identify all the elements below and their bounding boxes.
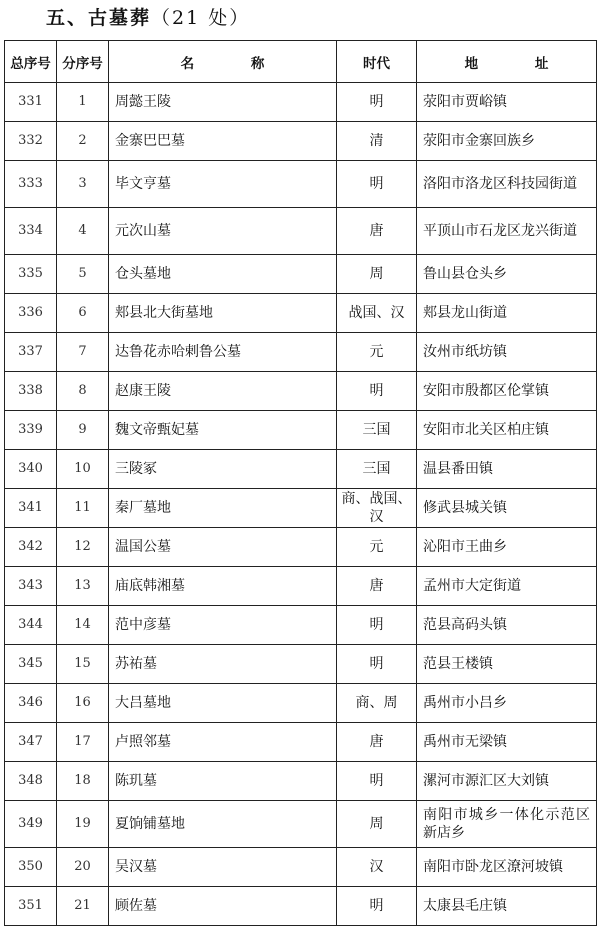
address-cell: 范县王楼镇 (417, 645, 597, 684)
sub-no-cell: 11 (57, 489, 109, 528)
era-cell: 明 (337, 887, 417, 926)
era-cell: 三国 (337, 411, 417, 450)
header-total-no: 总序号 (5, 41, 57, 83)
total-no-cell: 332 (5, 122, 57, 161)
sub-no-cell: 1 (57, 83, 109, 122)
sub-no-cell: 20 (57, 848, 109, 887)
address-cell: 汝州市纸坊镇 (417, 333, 597, 372)
address-cell: 沁阳市王曲乡 (417, 528, 597, 567)
name-cell: 金寨巴巴墓 (109, 122, 337, 161)
sub-no-cell: 6 (57, 294, 109, 333)
sub-no-cell: 15 (57, 645, 109, 684)
name-cell: 郏县北大街墓地 (109, 294, 337, 333)
header-name: 名 称 (109, 41, 337, 83)
sub-no-cell: 13 (57, 567, 109, 606)
address-cell: 太康县毛庄镇 (417, 887, 597, 926)
address-cell: 修武县城关镇 (417, 489, 597, 528)
address-cell: 漯河市源汇区大刘镇 (417, 762, 597, 801)
total-no-cell: 344 (5, 606, 57, 645)
era-cell: 战国、汉 (337, 294, 417, 333)
table-row (5, 489, 597, 528)
sub-no-cell: 16 (57, 684, 109, 723)
address-cell: 禹州市无梁镇 (417, 723, 597, 762)
address-cell: 鲁山县仓头乡 (417, 255, 597, 294)
sub-no-cell: 2 (57, 122, 109, 161)
table-row (5, 255, 597, 294)
name-cell: 秦厂墓地 (109, 489, 337, 528)
sub-no-cell: 5 (57, 255, 109, 294)
era-cell: 唐 (337, 567, 417, 606)
era-cell: 元 (337, 528, 417, 567)
era-cell: 元 (337, 333, 417, 372)
era-cell: 明 (337, 161, 417, 208)
table-header-row (5, 41, 597, 83)
table-row (5, 450, 597, 489)
total-no-cell: 346 (5, 684, 57, 723)
table-row (5, 567, 597, 606)
era-cell: 三国 (337, 450, 417, 489)
sub-no-cell: 18 (57, 762, 109, 801)
name-cell: 夏饷铺墓地 (109, 801, 337, 848)
era-cell: 清 (337, 122, 417, 161)
name-cell: 温国公墓 (109, 528, 337, 567)
address-cell: 南阳市城乡一体化示范区新店乡 (417, 801, 597, 848)
section-count: （21 处） (151, 7, 251, 29)
sub-no-cell: 4 (57, 208, 109, 255)
era-cell: 明 (337, 83, 417, 122)
total-no-cell: 345 (5, 645, 57, 684)
address-cell: 范县高码头镇 (417, 606, 597, 645)
address-cell: 孟州市大定街道 (417, 567, 597, 606)
sub-no-cell: 3 (57, 161, 109, 208)
table-row (5, 848, 597, 887)
total-no-cell: 336 (5, 294, 57, 333)
total-no-cell: 338 (5, 372, 57, 411)
address-cell: 禹州市小吕乡 (417, 684, 597, 723)
name-cell: 魏文帝甄妃墓 (109, 411, 337, 450)
sub-no-cell: 7 (57, 333, 109, 372)
table-row (5, 684, 597, 723)
header-era: 时代 (337, 41, 417, 83)
era-cell: 明 (337, 762, 417, 801)
table-row (5, 645, 597, 684)
sub-no-cell: 9 (57, 411, 109, 450)
table-row (5, 801, 597, 848)
address-cell: 荥阳市贾峪镇 (417, 83, 597, 122)
total-no-cell: 340 (5, 450, 57, 489)
sub-no-cell: 17 (57, 723, 109, 762)
table-row (5, 723, 597, 762)
name-cell: 苏祐墓 (109, 645, 337, 684)
total-no-cell: 341 (5, 489, 57, 528)
sub-no-cell: 19 (57, 801, 109, 848)
total-no-cell: 347 (5, 723, 57, 762)
total-no-cell: 351 (5, 887, 57, 926)
total-no-cell: 331 (5, 83, 57, 122)
era-cell: 周 (337, 255, 417, 294)
total-no-cell: 337 (5, 333, 57, 372)
name-cell: 周懿王陵 (109, 83, 337, 122)
name-cell: 卢照邻墓 (109, 723, 337, 762)
address-cell: 安阳市北关区柏庄镇 (417, 411, 597, 450)
era-cell: 明 (337, 645, 417, 684)
total-no-cell: 350 (5, 848, 57, 887)
table-row (5, 411, 597, 450)
name-cell: 顾佐墓 (109, 887, 337, 926)
name-cell: 仓头墓地 (109, 255, 337, 294)
table-row (5, 887, 597, 926)
table-row (5, 161, 597, 208)
address-cell: 洛阳市洛龙区科技园街道 (417, 161, 597, 208)
name-cell: 陈玑墓 (109, 762, 337, 801)
era-cell: 商、战国、汉 (337, 489, 417, 528)
total-no-cell: 343 (5, 567, 57, 606)
table-row (5, 606, 597, 645)
sub-no-cell: 10 (57, 450, 109, 489)
total-no-cell: 342 (5, 528, 57, 567)
address-cell: 南阳市卧龙区潦河坡镇 (417, 848, 597, 887)
era-cell: 周 (337, 801, 417, 848)
section-heading: 五、古墓葬 (46, 7, 152, 29)
sub-no-cell: 8 (57, 372, 109, 411)
table-row (5, 762, 597, 801)
name-cell: 三陵冢 (109, 450, 337, 489)
total-no-cell: 333 (5, 161, 57, 208)
total-no-cell: 335 (5, 255, 57, 294)
total-no-cell: 334 (5, 208, 57, 255)
table-row (5, 294, 597, 333)
total-no-cell: 348 (5, 762, 57, 801)
address-cell: 郏县龙山街道 (417, 294, 597, 333)
total-no-cell: 349 (5, 801, 57, 848)
total-no-cell: 339 (5, 411, 57, 450)
table-row (5, 528, 597, 567)
era-cell: 商、周 (337, 684, 417, 723)
tombs-table (4, 40, 597, 926)
name-cell: 大吕墓地 (109, 684, 337, 723)
era-cell: 明 (337, 606, 417, 645)
name-cell: 范中彦墓 (109, 606, 337, 645)
era-cell: 唐 (337, 723, 417, 762)
table-row (5, 208, 597, 255)
sub-no-cell: 12 (57, 528, 109, 567)
name-cell: 达鲁花赤哈剌鲁公墓 (109, 333, 337, 372)
name-cell: 赵康王陵 (109, 372, 337, 411)
era-cell: 汉 (337, 848, 417, 887)
name-cell: 毕文亨墓 (109, 161, 337, 208)
address-cell: 温县番田镇 (417, 450, 597, 489)
address-cell: 荥阳市金寨回族乡 (417, 122, 597, 161)
era-cell: 唐 (337, 208, 417, 255)
address-cell: 平顶山市石龙区龙兴街道 (417, 208, 597, 255)
name-cell: 庙底韩湘墓 (109, 567, 337, 606)
section-title (46, 3, 250, 30)
address-cell: 安阳市殷都区伦掌镇 (417, 372, 597, 411)
table-row (5, 333, 597, 372)
header-address: 地 址 (417, 41, 597, 83)
name-cell: 元次山墓 (109, 208, 337, 255)
sub-no-cell: 21 (57, 887, 109, 926)
table-row (5, 83, 597, 122)
name-cell: 吴汉墓 (109, 848, 337, 887)
header-sub-no: 分序号 (57, 41, 109, 83)
era-cell: 明 (337, 372, 417, 411)
table-row (5, 372, 597, 411)
table-row (5, 122, 597, 161)
sub-no-cell: 14 (57, 606, 109, 645)
